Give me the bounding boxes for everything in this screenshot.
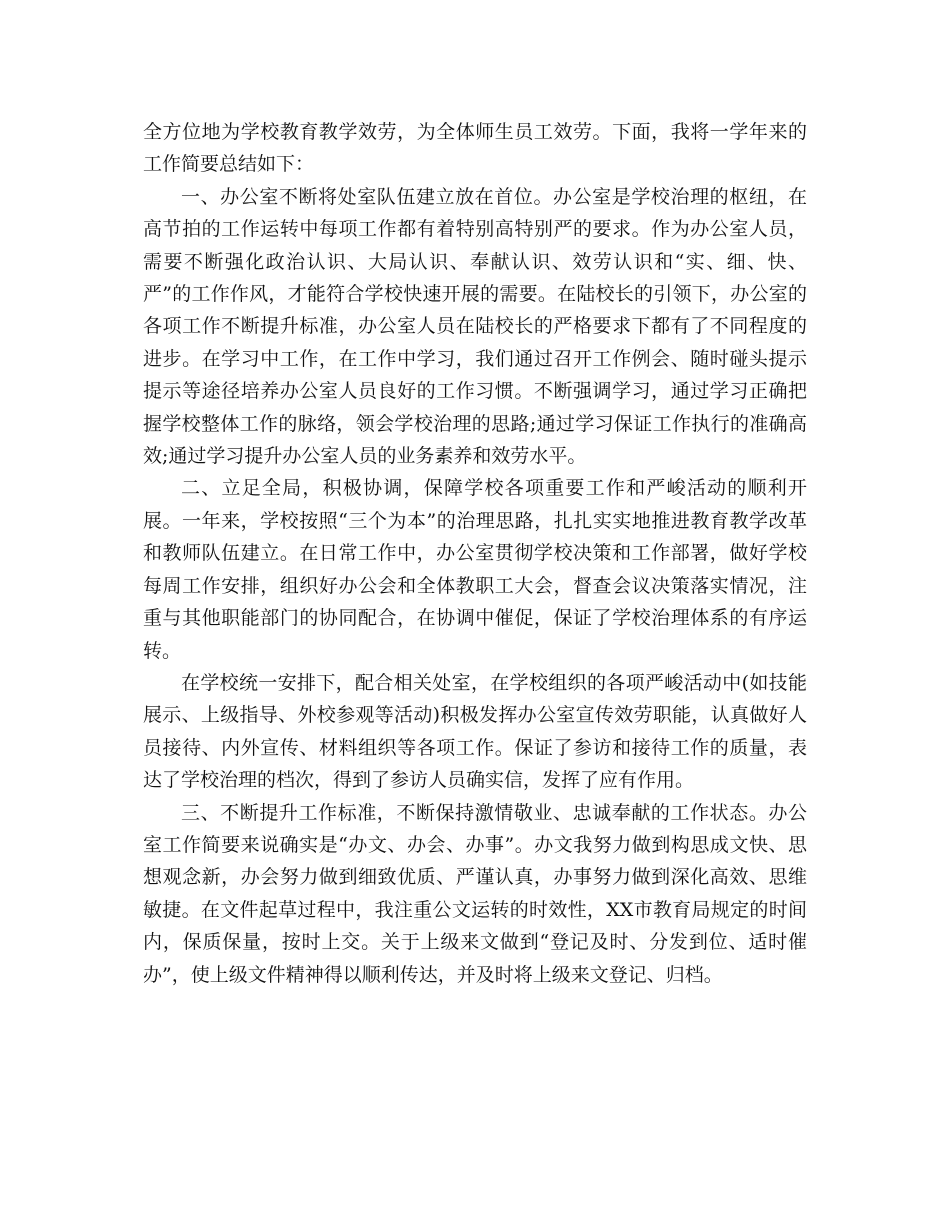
- paragraph-section-2: 二、立足全局，积极协调，保障学校各项重要工作和严峻活动的顺利开展。一年来，学校按照“三个为本”的治理思路，扎扎实实地推进教育教学改革和教师队伍建立。在日常工作中，办公室贯彻学校决策和工作部署，做好学校每周工作安排，组织好办公会和全体教职工大会，督查会议决策落实情况，注重与其他职能部门的协同配合，在协调中催促，保证了学校治理体系的有序运转。: [143, 477, 807, 662]
- paragraph-section-1: 一、办公室不断将处室队伍建立放在首位。办公室是学校治理的枢纽，在高节拍的工作运转中每项工作都有着特别高特别严的要求。作为办公室人员，需要不断强化政治认识、大局认识、奉献认识、效劳认识和“实、细、快、严”的工作作风，才能符合学校快速开展的需要。在陆校长的引领下，办公室的各项工作不断提升标准，办公室人员在陆校长的严格要求下都有了不同程度的进步。在学习中工作，在工作中学习，我们通过召开工作例会、随时碰头提示提示等途径培养办公室人员良好的工作习惯。不断强调学习，通过学习正确把握学校整体工作的脉络，领会学校治理的思路;通过学习保证工作执行的准确高效;通过学习提升办公室人员的业务素养和效劳水平。: [143, 185, 807, 468]
- document-page: [143, 116, 807, 991]
- paragraph-intro: 全方位地为学校教育教学效劳，为全体师生员工效劳。下面，我将一学年来的工作简要总结如下：: [143, 121, 807, 176]
- paragraph-section-3: 三、不断提升工作标准，不断保持激情敬业、忠诚奉献的工作状态。办公室工作简要来说确实是“办文、办会、办事”。办文我努力做到构思成文快、思想观念新，办会努力做到细致优质、严谨认真，办事努力做到深化高效、思维敏捷。在文件起草过程中，我注重公文运转的时效性，XX市教育局规定的时间内，保质保量，按时上交。关于上级来文做到“登记及时、分发到位、适时催办”，使上级文件精神得以顺利传达，并及时将上级来文登记、归档。: [143, 801, 807, 986]
- paragraph-section-2-detail: 在学校统一安排下，配合相关处室，在学校组织的各项严峻活动中(如技能展示、上级指导、外校参观等活动)积极发挥办公室宣传效劳职能，认真做好人员接待、内外宣传、材料组织等各项工作。保证了参访和接待工作的质量，表达了学校治理的档次，得到了参访人员确实信，发挥了应有作用。: [143, 671, 807, 792]
